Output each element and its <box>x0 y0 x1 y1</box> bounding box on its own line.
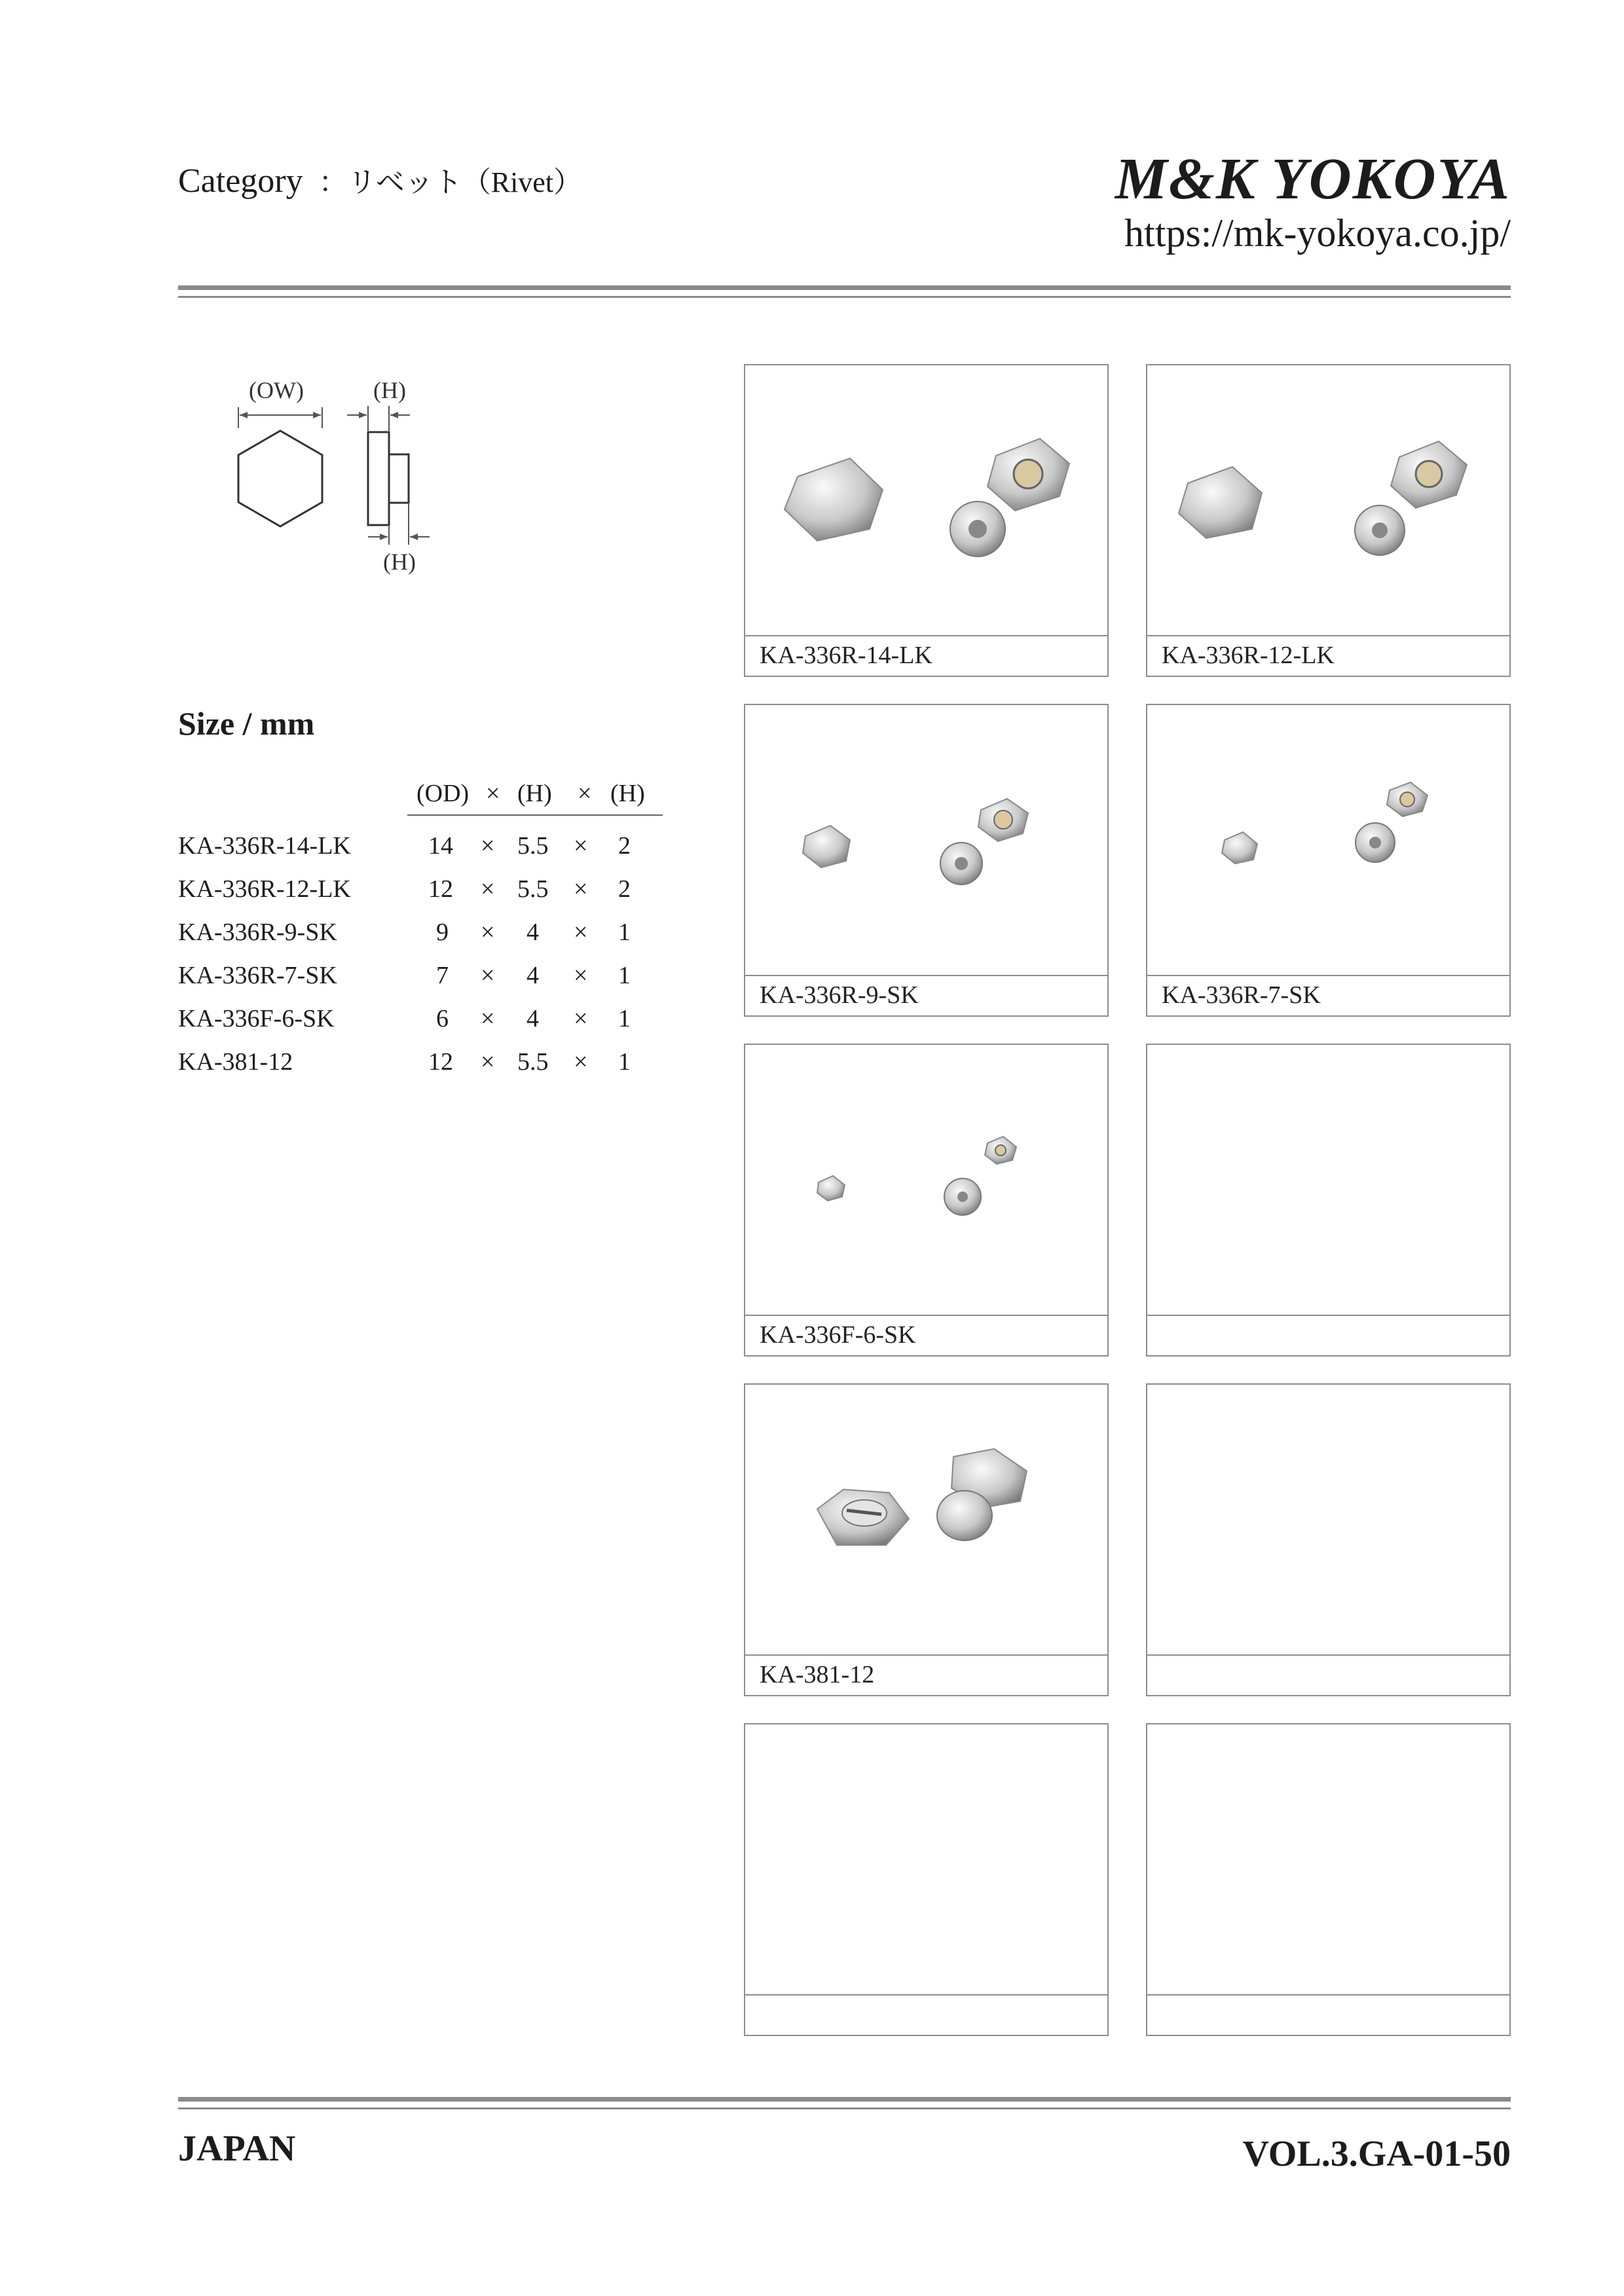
table-row <box>178 918 676 961</box>
product-label <box>1147 1994 1509 2035</box>
empty-photo <box>745 1724 1107 1994</box>
row-h1: 5.5 <box>517 875 549 903</box>
rivet-hex-large-icon <box>745 365 1107 635</box>
footer-divider <box>178 2097 1511 2102</box>
product-label: KA-336R-14-LK <box>745 635 1107 676</box>
row-h2: 1 <box>618 1005 631 1032</box>
h-bottom-label: (H) <box>383 549 416 575</box>
header-h1: (H) <box>517 780 552 807</box>
row-od: 12 <box>428 1048 453 1076</box>
rivet-hex-small-icon <box>1147 705 1509 975</box>
row-x1: × <box>481 832 495 860</box>
row-h1: 4 <box>526 962 539 989</box>
row-x2: × <box>574 832 588 860</box>
product-card[interactable] <box>744 704 1109 1017</box>
row-code: KA-336R-9-SK <box>178 919 337 946</box>
brand-name: M&K YOKOYA <box>1115 147 1511 211</box>
h-top-label: (H) <box>373 377 406 403</box>
row-x1: × <box>481 875 495 903</box>
row-h1: 5.5 <box>517 1048 549 1076</box>
product-label <box>1147 1654 1509 1695</box>
product-label: KA-336R-9-SK <box>745 975 1107 1015</box>
row-h2: 1 <box>618 1048 631 1076</box>
footer-country: JAPAN <box>178 2128 296 2169</box>
header-divider <box>178 285 1511 290</box>
product-card-empty <box>744 1723 1109 2036</box>
rivet-hex-large-icon <box>1147 365 1509 635</box>
product-label <box>1147 1315 1509 1355</box>
product-label: KA-381-12 <box>745 1654 1107 1695</box>
row-h2: 2 <box>618 875 631 903</box>
size-title: Size / mm <box>178 705 315 742</box>
ow-label: (OW) <box>249 377 304 403</box>
table-row <box>178 1004 676 1048</box>
row-h2: 2 <box>618 832 631 860</box>
footer-volume: VOL.3.GA-01-50 <box>1242 2134 1511 2174</box>
category-value: ：リベット（Rivet） <box>318 166 583 198</box>
header-h2: (H) <box>610 780 645 807</box>
row-h1: 4 <box>526 919 539 946</box>
header-x2: × <box>578 780 592 807</box>
rivet-hex-screw-icon <box>745 1385 1107 1654</box>
row-h1: 5.5 <box>517 832 549 860</box>
rivet-dimension-diagram <box>223 373 458 589</box>
category-label: Category <box>178 162 303 200</box>
spec-header-rule <box>407 814 663 816</box>
rivet-hex-tiny-icon <box>745 1045 1107 1315</box>
row-x1: × <box>481 1048 495 1076</box>
row-x1: × <box>481 962 495 989</box>
row-x2: × <box>574 875 588 903</box>
row-code: KA-336R-7-SK <box>178 962 337 989</box>
header-divider-thin <box>178 296 1511 298</box>
row-code: KA-381-12 <box>178 1048 293 1076</box>
row-x2: × <box>574 962 588 989</box>
product-label <box>745 1994 1107 2035</box>
rivet-hex-small-icon <box>745 705 1107 975</box>
product-card[interactable] <box>744 1383 1109 1696</box>
row-od: 12 <box>428 875 453 903</box>
row-od: 14 <box>428 832 453 860</box>
product-label: KA-336R-7-SK <box>1147 975 1509 1015</box>
product-card[interactable] <box>1146 364 1511 677</box>
table-row <box>178 961 676 1004</box>
product-label: KA-336R-12-LK <box>1147 635 1509 676</box>
row-x2: × <box>574 919 588 946</box>
row-code: KA-336R-14-LK <box>178 832 351 860</box>
empty-photo <box>1147 1045 1509 1315</box>
empty-photo <box>1147 1724 1509 1994</box>
table-row <box>178 831 676 875</box>
footer-divider-thin <box>178 2107 1511 2109</box>
category <box>178 158 582 200</box>
row-od: 9 <box>436 919 449 946</box>
row-code: KA-336R-12-LK <box>178 875 351 903</box>
header-od: (OD) <box>416 780 470 807</box>
row-od: 7 <box>436 962 449 989</box>
row-h2: 1 <box>618 962 631 989</box>
row-x1: × <box>481 919 495 946</box>
row-x2: × <box>574 1048 588 1076</box>
size-table <box>178 831 676 1091</box>
row-x2: × <box>574 1005 588 1032</box>
product-card[interactable] <box>744 1044 1109 1357</box>
row-x1: × <box>481 1005 495 1032</box>
table-row <box>178 875 676 918</box>
product-card[interactable] <box>1146 704 1511 1017</box>
row-h1: 4 <box>526 1005 539 1032</box>
header-x1: × <box>486 780 500 807</box>
product-card-empty <box>1146 1723 1511 2036</box>
row-od: 6 <box>436 1005 449 1032</box>
table-row <box>178 1048 676 1091</box>
product-card[interactable] <box>744 364 1109 677</box>
website-url[interactable]: https://mk-yokoya.co.jp/ <box>1124 211 1511 255</box>
row-h2: 1 <box>618 919 631 946</box>
product-card-empty <box>1146 1044 1511 1357</box>
product-label: KA-336F-6-SK <box>745 1315 1107 1355</box>
empty-photo <box>1147 1385 1509 1654</box>
row-code: KA-336F-6-SK <box>178 1005 335 1032</box>
product-card-empty <box>1146 1383 1511 1696</box>
